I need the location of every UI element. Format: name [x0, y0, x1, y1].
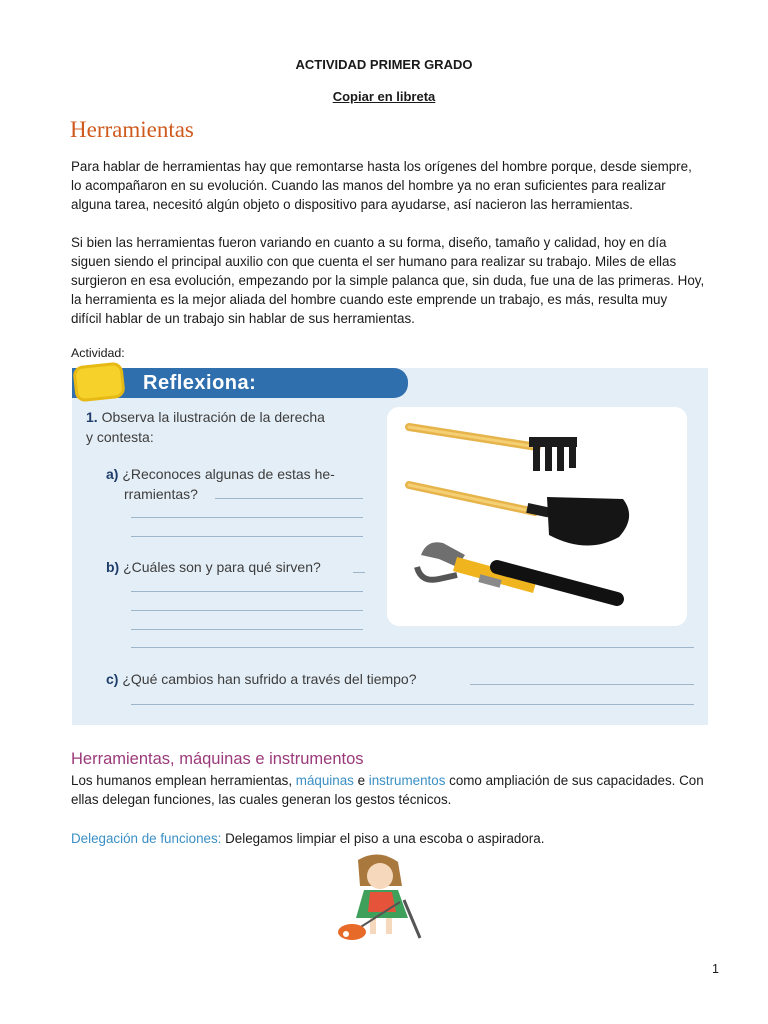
paragraph-3-line: [71, 771, 721, 790]
shovel-icon: [409, 485, 629, 546]
paragraph-2-line: Si bien las herramientas fueron variando en cuanto a su forma, diseño, tamaño y calidad, hoy en día: [71, 235, 667, 250]
question-a-line: rramientas?: [124, 486, 198, 502]
document-subtitle: Copiar en libreta: [332, 89, 436, 104]
section-heading-herramientas: Herramientas: [70, 117, 194, 142]
answer-line[interactable]: [131, 610, 363, 611]
answer-line[interactable]: [131, 591, 363, 592]
section-heading-maquinas: Herramientas, máquinas e instrumentos: [71, 750, 364, 768]
page-number: 1: [712, 962, 719, 976]
paragraph-3: [71, 771, 721, 809]
rake-icon: [409, 427, 577, 471]
paragraph-1: [71, 157, 721, 214]
paragraph-2-line: la herramienta es la mejor aliada del hombre cuando este emprende un trabajo, es más, resulta muy: [71, 292, 668, 307]
delegation-label: Delegación de funciones:: [71, 831, 222, 846]
maquinas-link[interactable]: máquinas: [295, 773, 354, 788]
question-a-letter: a): [106, 466, 119, 482]
paragraph-2-line: difícil hablar de un trabajo sin hablar de sus herramientas.: [71, 311, 415, 326]
question-1: [86, 407, 376, 447]
answer-line[interactable]: [215, 498, 363, 499]
tools-illustration: [387, 407, 687, 626]
question-1-line: y contesta:: [86, 429, 154, 445]
text-fragment: Los humanos emplean herramientas,: [71, 773, 296, 788]
paragraph-2: [71, 233, 721, 328]
paragraph-1-line: lo acompañaron en su evolución. Cuando las manos del hombre ya no eran suficientes para realizar: [71, 178, 666, 193]
answer-line[interactable]: [131, 704, 694, 705]
question-c-letter: c): [106, 671, 119, 687]
answer-line[interactable]: [131, 629, 363, 630]
question-c-text: ¿Qué cambios han sufrido a través del tiempo?: [122, 671, 417, 687]
text-fragment: e: [353, 773, 369, 788]
answer-line[interactable]: [131, 517, 363, 518]
paragraph-2-line: surgieron en esa evolución, empezando por la simple palanca que, sin duda, fue una de las primeras. Hoy,: [71, 273, 705, 288]
girl-vacuuming-illustration: [316, 852, 436, 944]
question-a-line: ¿Reconoces algunas de estas he-: [122, 466, 335, 482]
paragraph-1-line: Para hablar de herramientas hay que remontarse hasta los orígenes del hombre porque, desde siempre,: [71, 159, 692, 174]
question-b: [106, 557, 376, 577]
paragraph-2-line: siguen siendo el principal auxilio con que cuenta el ser humano para realizar su trabajo. Miles de ellas: [71, 254, 677, 269]
question-1-line: Observa la ilustración de la derecha: [101, 409, 325, 425]
answer-line[interactable]: [470, 684, 694, 685]
paragraph-3-line: ellas delegan funciones, las cuales generan los gestos técnicos.: [71, 792, 452, 807]
question-c: [106, 669, 486, 689]
reflexiona-badge-icon: [72, 361, 125, 402]
answer-line[interactable]: [131, 536, 363, 537]
question-1-number: 1.: [86, 409, 98, 425]
pipe-wrench-icon: [417, 542, 617, 599]
delegation-text: Delegamos limpiar el piso a una escoba o aspiradora.: [221, 831, 545, 846]
paragraph-1-line: alguna tarea, necesitó algún objeto o dispositivo para ayudarse, así nacieron las herramientas.: [71, 197, 634, 212]
answer-line[interactable]: [131, 647, 694, 648]
instrumentos-link[interactable]: instrumentos: [368, 773, 446, 788]
question-b-text: ¿Cuáles son y para qué sirven?: [123, 559, 321, 575]
question-b-letter: b): [106, 559, 120, 575]
answer-line[interactable]: [353, 572, 365, 573]
reflexiona-title: Reflexiona:: [143, 372, 257, 394]
activity-label: Actividad:: [71, 346, 125, 360]
document-title: ACTIVIDAD PRIMER GRADO: [295, 57, 473, 72]
delegation-line: [71, 829, 721, 848]
text-fragment: como ampliación de sus capacidades. Con: [445, 773, 704, 788]
